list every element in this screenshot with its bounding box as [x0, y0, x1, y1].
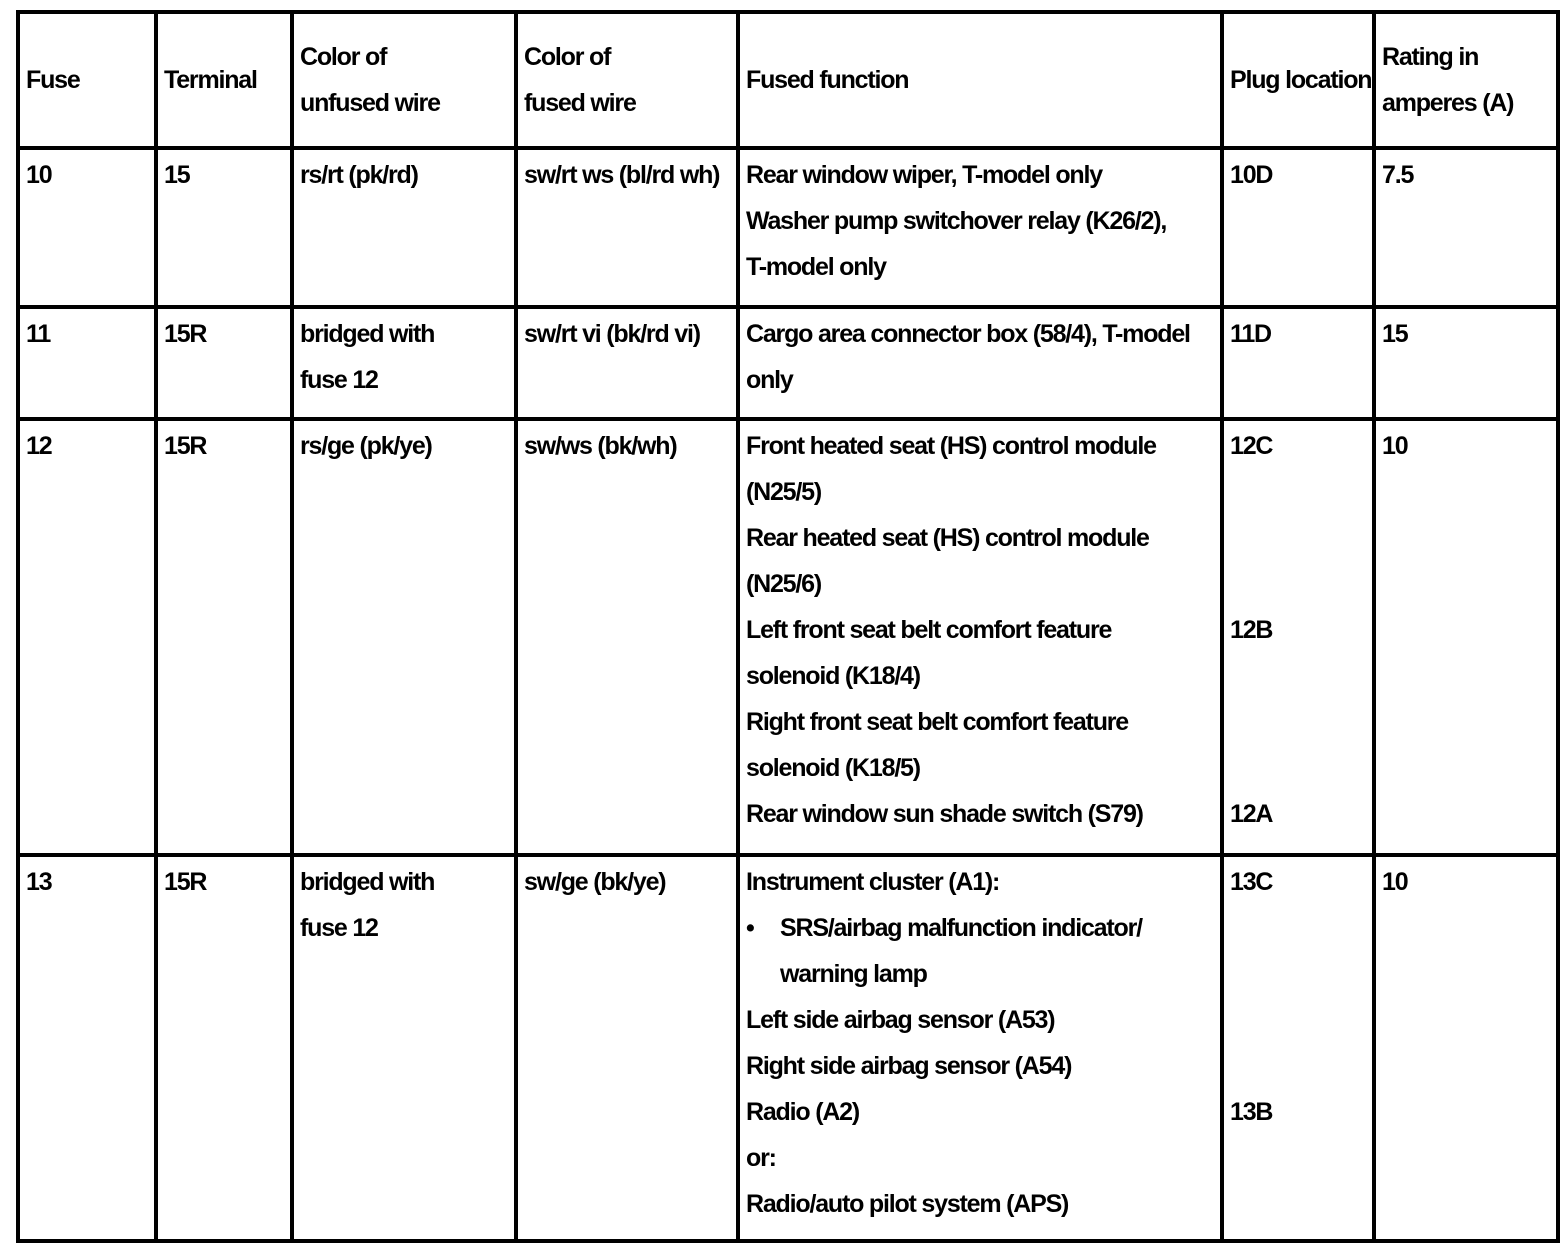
- plug-location: 12C 12B 12A: [1222, 419, 1374, 855]
- fused-wire-color: sw/rt vi (bk/rd vi): [516, 307, 738, 419]
- terminal: 15R: [156, 419, 292, 855]
- fused-wire-color: sw/ws (bk/wh): [516, 419, 738, 855]
- header-fuse: Fuse: [18, 12, 156, 148]
- rating: 15: [1374, 307, 1558, 419]
- header-plug-location: Plug location: [1222, 12, 1374, 148]
- bullet-item: • SRS/airbag malfunction indicator/: [746, 905, 1216, 951]
- header-fused-function: Fused function: [738, 12, 1222, 148]
- unfused-wire-color: bridged with fuse 12: [292, 307, 516, 419]
- rating: 10: [1374, 419, 1558, 855]
- terminal: 15: [156, 148, 292, 307]
- table-row: [18, 855, 1558, 1241]
- plug-location: 10D: [1222, 148, 1374, 307]
- terminal: 15R: [156, 855, 292, 1241]
- header-terminal: Terminal: [156, 12, 292, 148]
- fused-function: Cargo area connector box (58/4), T-model only: [738, 307, 1222, 419]
- fused-function: Front heated seat (HS) control module (N25/5) Rear heated seat (HS) control module (N25/6) Left front seat belt comfort feature solenoid (K18/4) Right front seat belt comfort feature solenoid (K18/5) Rear window sun shade switch (S79): [738, 419, 1222, 855]
- plug-location: 13C 13B: [1222, 855, 1374, 1241]
- fused-function: Rear window wiper, T-model only Washer pump switchover relay (K26/2), T-model only: [738, 148, 1222, 307]
- header-unfused-color: Color of unfused wire: [292, 12, 516, 148]
- fused-wire-color: sw/rt ws (bl/rd wh): [516, 148, 738, 307]
- bullet-icon: •: [746, 914, 754, 942]
- unfused-wire-color: rs/ge (pk/ye): [292, 419, 516, 855]
- fuse-number: 13: [18, 855, 156, 1241]
- terminal: 15R: [156, 307, 292, 419]
- table-row: [18, 148, 1558, 307]
- rating: 10: [1374, 855, 1558, 1241]
- fuse-number: 12: [18, 419, 156, 855]
- table-row: [18, 419, 1558, 855]
- fuse-number: 10: [18, 148, 156, 307]
- unfused-wire-color: bridged with fuse 12: [292, 855, 516, 1241]
- header-fused-color: Color of fused wire: [516, 12, 738, 148]
- rating: 7.5: [1374, 148, 1558, 307]
- fuse-table-page: [16, 10, 1560, 1243]
- fuse-table: [16, 10, 1560, 1243]
- header-rating: Rating in amperes (A): [1374, 12, 1558, 148]
- fuse-number: 11: [18, 307, 156, 419]
- fused-wire-color: sw/ge (bk/ye): [516, 855, 738, 1241]
- fused-function: Instrument cluster (A1): • SRS/airbag malfunction indicator/ warning lamp Left side airbag sensor (A53) Right side airbag sensor (A54) Radio (A2) or: Radio/auto pilot system (APS): [738, 855, 1222, 1241]
- table-row: [18, 307, 1558, 419]
- unfused-wire-color: rs/rt (pk/rd): [292, 148, 516, 307]
- plug-location: 11D: [1222, 307, 1374, 419]
- header-row: [18, 12, 1558, 148]
